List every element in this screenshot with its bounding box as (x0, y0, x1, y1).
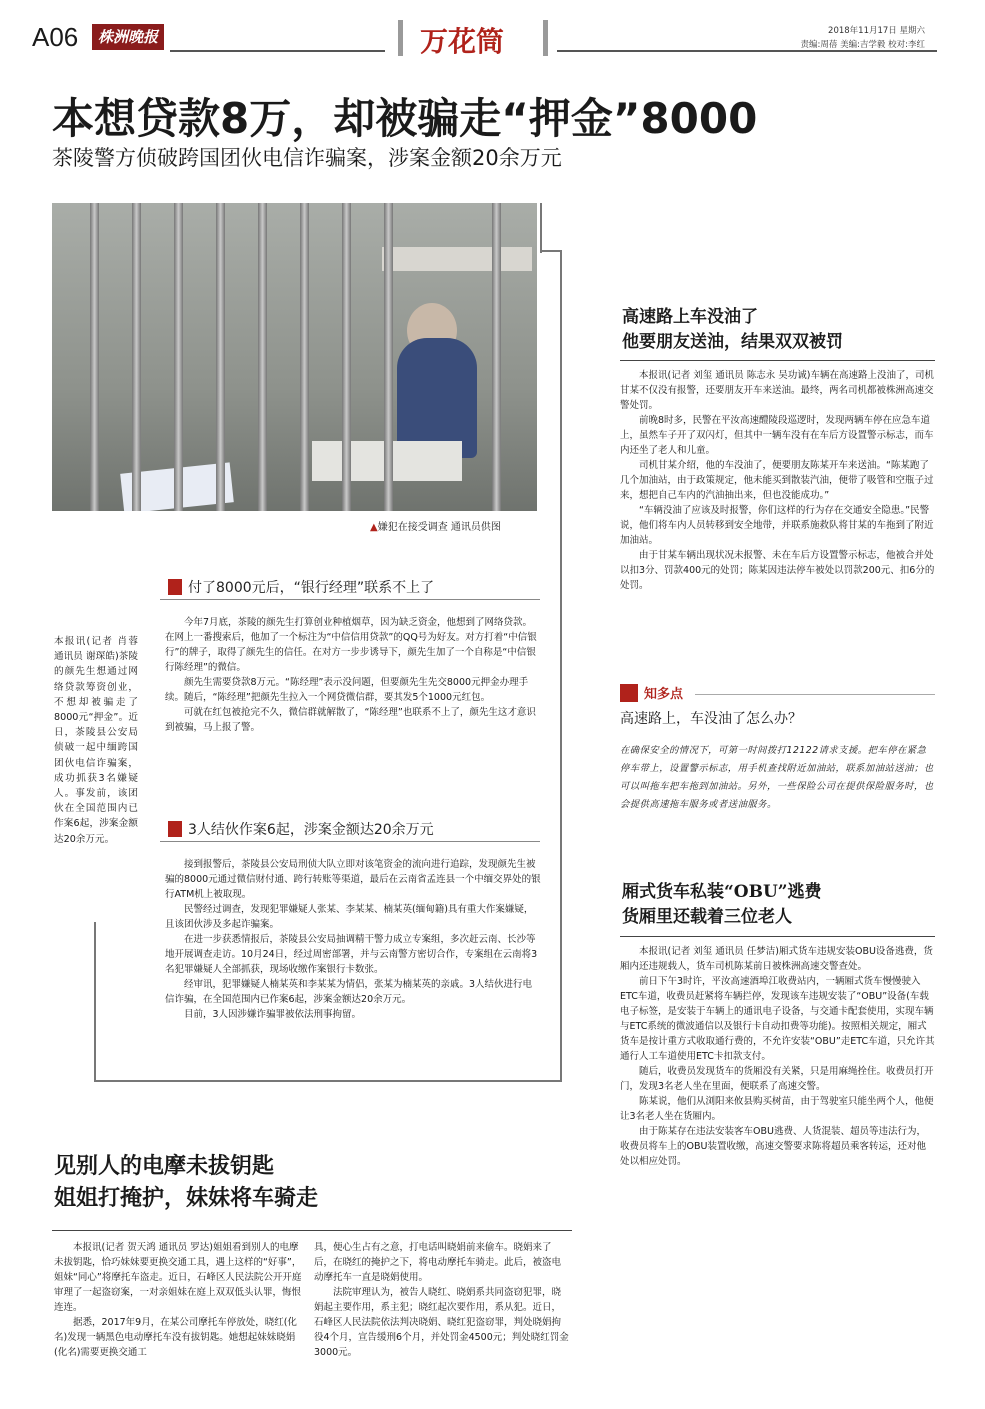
editors-line: 责编:周蓓 美编:吉学毅 校对:李红 (800, 40, 925, 50)
page-number: A06 (32, 22, 79, 52)
highway-paragraph: 司机甘某介绍，他的车没油了，便要朋友陈某开车来送油。“陈某跑了几个加油站，由于政策规定，他未能买到散装汽油，便带了吸管和空瓶子过来，想把自己车内的汽油抽出来，但也没能成功。” (620, 460, 934, 501)
moto-headline (54, 1150, 318, 1214)
photo-caption-text: 嫌犯在接受调查 通讯员供图 (377, 522, 501, 533)
section2-paragraph: 在进一步获悉情报后，茶陵县公安局抽调精干警力成立专案组，多次赶云南、长沙等地开展调查走访。10月24日，经过周密部署，并与云南警方密切合作，专案组在云南将3名犯罪嫌疑人全部抓获，现场收缴作案银行卡数张。 (165, 934, 538, 975)
date-line: 2018年11月17日 星期六 (828, 26, 925, 36)
section1-rule (160, 599, 540, 600)
highway-paragraph: 前晚8时多，民警在平汝高速醴陵段巡逻时，发现两辆车停在应急车道上，虽然车子开了双闪灯，但其中一辆车没有在车后方设置警示标志，而车内还坐了老人和儿童。 (620, 415, 934, 456)
main-subheadline: 茶陵警方侦破跨国团伙电信诈骗案，涉案金额20余万元 (52, 146, 562, 170)
know-more-rule (695, 694, 935, 695)
section1-heading (168, 577, 434, 597)
obu-headline-line2: 货厢里还载着三位老人 (622, 907, 792, 927)
moto-paragraph: 据悉，2017年9月，在某公司摩托车停放处，晓红(化名)发现一辆黑色电动摩托车没有拔钥匙。她想起妹妹晓娟(化名)需要更换交通工 (54, 1317, 297, 1358)
red-flag-icon (168, 579, 182, 595)
section2-paragraph: 民警经过调查，发现犯罪嫌疑人张某、李某某、楠某英(缅甸籍)具有重大作案嫌疑，且该团伙涉及多起诈骗案。 (165, 904, 534, 930)
section2-body (165, 857, 541, 1022)
main-story-intro: 本报讯(记者 肖蓉 通讯员 谢琛皓)茶陵的颜先生想通过网络贷款筹资创业，不想却被骗走了8000元“押金”。近日，茶陵县公安局侦破一起中缅跨国团伙电信诈骗案，成功抓获3名嫌疑人。事发前，该团伙在全国范围内已作案6起，涉案金额达20余万元。 (54, 636, 138, 845)
obu-paragraph: 本报讯(记者 刘玺 通讯员 任梦洁)厢式货车违规安装OBU设备逃费，货厢内还违规载人，货车司机陈某前日被株洲高速交警查处。 (620, 946, 933, 972)
outline-top-right-vertical (540, 203, 542, 253)
caption-triangle-icon: ▲ (370, 522, 378, 533)
highway-headline-line2: 他要朋友送油，结果双双被罚 (622, 332, 843, 352)
section2-paragraph: 接到报警后，茶陵县公安局刑侦大队立即对该笔资金的流向进行追踪，发现颜先生被骗的8000元通过微信财付通、跨行转账等渠道，最后在云南省孟连县一个中缅交界处的银行ATM机上被取现。 (165, 859, 541, 900)
outline-left (94, 922, 96, 1082)
obu-body (620, 944, 935, 1169)
obu-paragraph: 由于陈某存在违法安装客车OBU逃费、人货混装、超员等违法行为，收费员将车上的OBU装置收缴，高速交警要求陈将超员乘客转运，还对他处以相应处罚。 (620, 1126, 926, 1167)
section2-heading (168, 819, 434, 839)
header-bar-left (398, 20, 403, 56)
obu-paragraph: 随后，收费员发现货车的货厢没有关紧，只是用麻绳拴住。收费员打开门，发现3名老人坐在里面，便联系了高速交警。 (620, 1066, 934, 1092)
highway-headline-line1: 高速路上车没油了 (622, 307, 758, 327)
highway-rule (620, 360, 935, 361)
header-bar-right (543, 20, 548, 56)
know-more-answer: 在确保安全的情况下，可第一时间拨打12122请求支援。把车停在紧急停车带上，设置警示标志，用手机查找附近加油站，联系加油站送油；也可以叫拖车把车拖到加油站。另外，一些保险公司在提供保险服务时，也会提供高速拖车服务或者送油服务。 (620, 745, 934, 810)
section1-title: 付了8000元后，“银行经理”联系不上了 (188, 580, 435, 596)
photo-caption (370, 518, 501, 533)
moto-headline-line1: 见别人的电摩未拔钥匙 (54, 1153, 275, 1179)
moto-column-2 (314, 1240, 570, 1360)
outline-bottom (94, 1080, 562, 1082)
section-title: 万花筒 (420, 25, 505, 58)
section2-rule (160, 841, 540, 842)
section1-paragraph: 颜先生需要贷款8万元。“陈经理”表示没问题，但要颜先生先交8000元押金办理手续。随后，“陈经理”把颜先生拉入一个网贷微信群，要其发5个1000元红包。 (165, 677, 529, 703)
highway-paragraph: 由于甘某车辆出现状况未报警、未在车后方设置警示标志，他被合并处以扣3分、罚款400元的处罚；陈某因违法停车被处以罚款200元、扣6分的处罚。 (620, 550, 935, 591)
outline-right (560, 250, 562, 1082)
header-dateline (755, 24, 925, 52)
newspaper-logo: 株洲晚报 (92, 24, 164, 50)
moto-rule (52, 1230, 572, 1231)
section2-paragraph: 经审讯，犯罪嫌疑人楠某英和李某某为情侣，张某为楠某英的亲戚。3人结伙进行电信诈骗，在全国范围内已作案6起，涉案金额达20余万元。 (165, 979, 533, 1005)
main-headline: 本想贷款8万，却被骗走“押金”8000 (52, 94, 758, 143)
obu-headline-line1: 厢式货车私装“OBU”逃费 (622, 882, 822, 902)
moto-paragraph: 本报讯(记者 贺天鸿 通讯员 罗达)姐姐看到别人的电摩未拔钥匙，恰巧妹妹要更换交通工具，遇上这样的“好事”，姐妹“同心”将摩托车盗走。近日，石峰区人民法院公开开庭审理了一起盗窃案，一对亲姐妹在庭上双双低头认罪，悔恨连连。 (54, 1242, 302, 1313)
red-flag-icon (168, 821, 182, 837)
moto-column-1 (54, 1240, 304, 1360)
know-more-question: 高速路上，车没油了怎么办？ (620, 711, 802, 727)
section2-paragraph: 目前，3人因涉嫌诈骗罪被依法刑事拘留。 (184, 1009, 362, 1020)
moto-headline-line2: 姐姐打掩护，妹妹将车骑走 (54, 1185, 319, 1211)
highway-paragraph: 本报讯(记者 刘玺 通讯员 陈志永 吴功诚)车辆在高速路上没油了，司机甘某不仅没有报警，还要朋友开车来送油。最终，两名司机都被株洲高速交警处罚。 (620, 370, 934, 411)
highway-paragraph: “车辆没油了应该及时报警，你们这样的行为存在交通安全隐患。”民警说，他们将车内人员转移到安全地带，并联系施救队将甘某的车拖到了附近加油站。 (620, 505, 934, 546)
obu-paragraph: 前日下午3时许，平汝高速酒埠江收费站内，一辆厢式货车慢慢驶入ETC车道，收费员赶紧将车辆拦停，发现该车违规安装了“OBU”设备(车载电子标签，是安装于车辆上的通讯电子设备，与交通卡配套使用，实现车辆与ETC系统的微波通信以及银行卡自动扣费等功能)。按照相关规定，厢式货车是按计重方式收取通行费的，不允许安装“OBU”走ETC车道，只允许其通行人工车道使用ETC卡扣款支付。 (620, 976, 935, 1062)
highway-headline (622, 305, 843, 355)
obu-headline (622, 880, 822, 930)
moto-paragraph: 具，便心生占有之意，打电话叫晓娟前来偷车。晓娟来了后，在晓红的掩护之下，将电动摩托车骑走。此后，被盗电动摩托车一直是晓娟使用。 (314, 1242, 562, 1283)
section1-paragraph: 可就在红包被抢完不久，微信群就解散了，“陈经理”也联系不上了，颜先生这才意识到被骗，马上报了警。 (165, 707, 536, 733)
know-more-label: 知多点 (644, 687, 684, 702)
obu-rule (620, 936, 935, 937)
highway-body (620, 368, 935, 593)
section2-title: 3人结伙作案6起，涉案金额达20余万元 (188, 822, 434, 838)
section1-body (165, 615, 541, 735)
moto-paragraph: 法院审理认为，被告人晓红、晓娟系共同盗窃犯罪，晓娟起主要作用，系主犯；晓红起次要作用，系从犯。近日，石峰区人民法院依法判决晓娟、晓红犯盗窃罪，判处晓娟拘役4个月，宣告缓刑6个月，并处罚金4500元；判处晓红罚金3000元。 (314, 1287, 569, 1358)
suspect-photo (52, 203, 537, 511)
know-more-icon (620, 684, 638, 702)
obu-paragraph: 陈某说，他们从浏阳来攸县购买树苗，由于驾驶室只能坐两个人，他便让3名老人坐在货厢内。 (620, 1096, 934, 1122)
header-rule-left (170, 50, 385, 52)
outline-top-right (540, 250, 562, 252)
section1-paragraph: 今年7月底，茶陵的颜先生打算创业种植烟草，因为缺乏资金，他想到了网络贷款。在网上一番搜索后，他加了一个标注为“中信信用贷款”的QQ号为好友。对方打着“中信银行”的牌子，取得了颜先生的信任。在对方一步步诱导下，颜先生加了一个自称是“中信银行陈经理”的微信。 (165, 617, 537, 673)
